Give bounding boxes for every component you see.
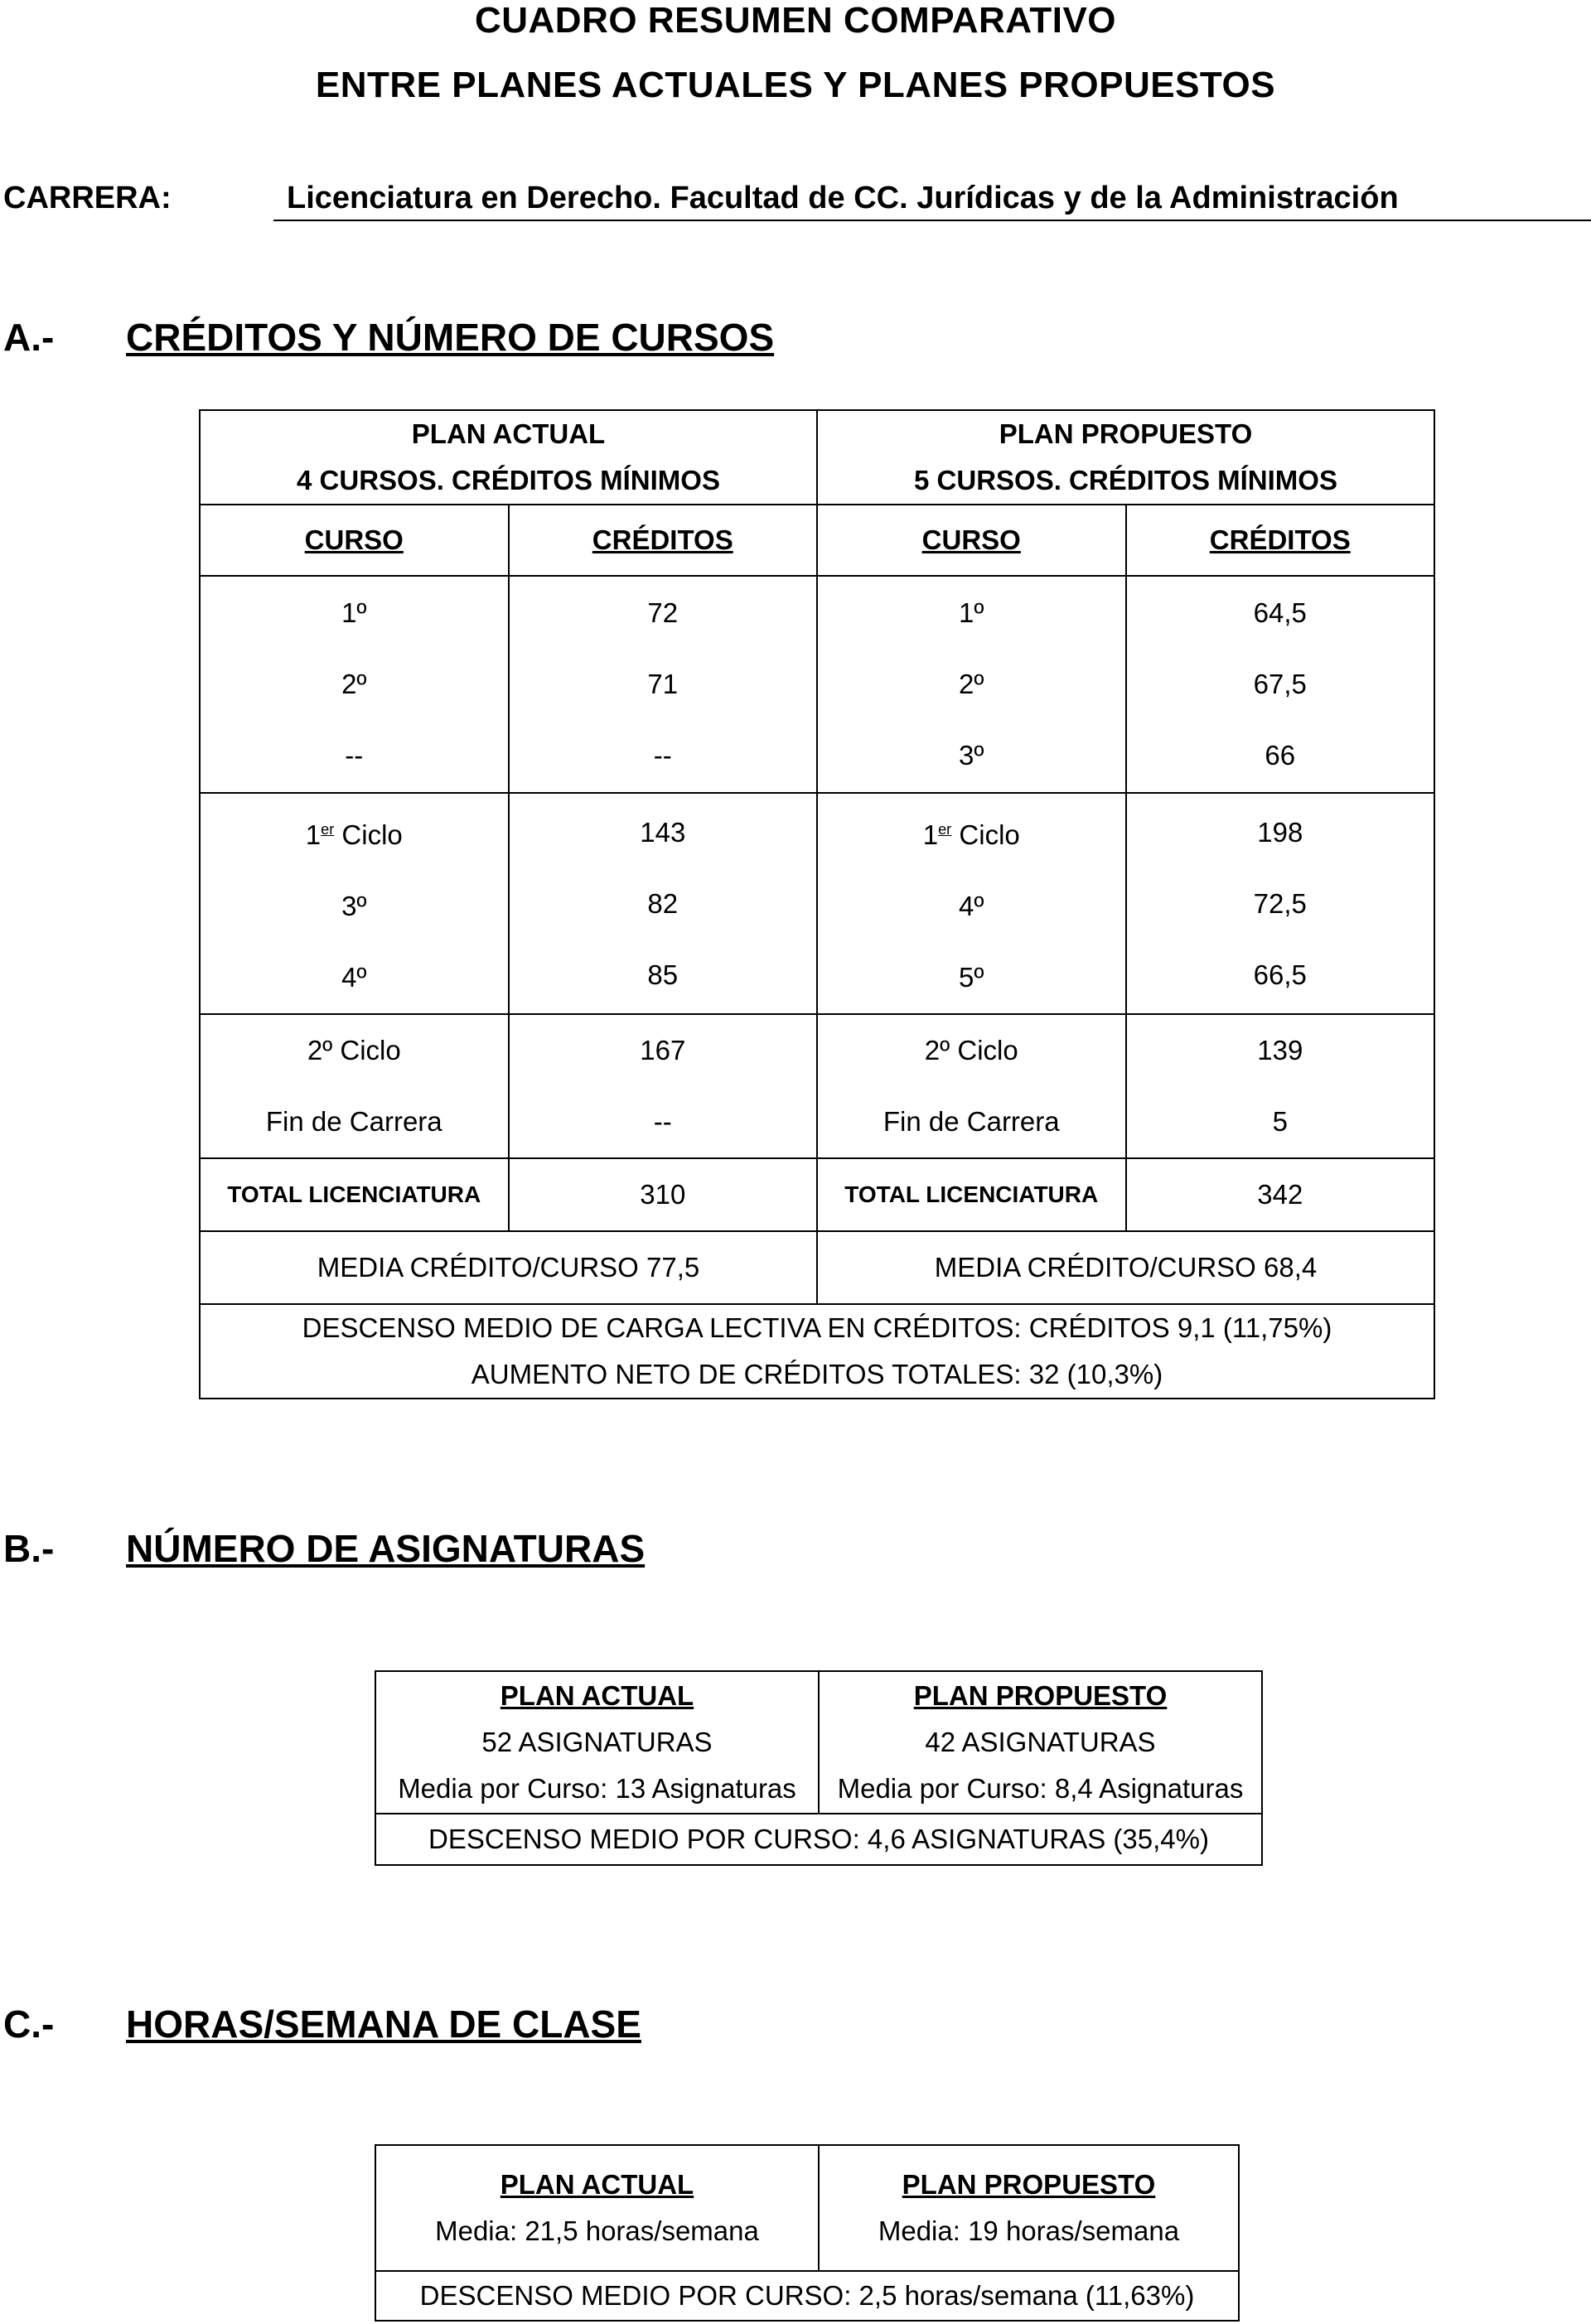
plan-propuesto-header bbox=[817, 410, 1434, 505]
section-b-title: NÚMERO DE ASIGNATURAS bbox=[126, 1527, 646, 1570]
document-title-line1: CUADRO RESUMEN COMPARATIVO bbox=[474, 0, 1117, 41]
section-a-letter: A.- bbox=[3, 316, 55, 359]
group2-prop-creditos bbox=[1126, 793, 1434, 1014]
ciclo-number: 1 bbox=[305, 819, 322, 850]
table-cell: 66 bbox=[1265, 740, 1296, 771]
group1-actual-creditos bbox=[509, 576, 817, 793]
table-cell: 72 bbox=[647, 597, 679, 628]
section-c-title: HORAS/SEMANA DE CLASE bbox=[126, 2003, 641, 2046]
subjects-propuesto-cell bbox=[819, 1671, 1262, 1814]
hours-table bbox=[375, 2144, 1240, 2322]
table-cell: -- bbox=[653, 740, 672, 771]
hours-propuesto-media: Media: 19 horas/semana bbox=[878, 2215, 1180, 2246]
section-a-title: CRÉDITOS Y NÚMERO DE CURSOS bbox=[126, 316, 775, 359]
table-cell: 2º Ciclo bbox=[924, 1035, 1018, 1065]
hours-summary: DESCENSO MEDIO POR CURSO: 2,5 horas/semana (11,63%) bbox=[375, 2271, 1239, 2321]
col-creditos-actual: CRÉDITOS bbox=[509, 505, 817, 576]
carrera-label: CARRERA: bbox=[3, 181, 172, 215]
table-cell: 71 bbox=[647, 669, 679, 699]
group2-actual-curso bbox=[200, 793, 509, 1014]
table-cell: Fin de Carrera bbox=[883, 1106, 1060, 1137]
ciclo-number: 1 bbox=[922, 819, 939, 850]
table-cell bbox=[201, 794, 508, 871]
plan-actual-subtitle: 4 CURSOS. CRÉDITOS MÍNIMOS bbox=[297, 465, 720, 495]
group3-actual-creditos bbox=[509, 1014, 817, 1158]
carrera-value: Licenciatura en Derecho. Facultad de CC. Jurídicas y de la Administración bbox=[273, 181, 1591, 221]
ciclo-word: Ciclo bbox=[959, 819, 1020, 850]
table-cell: 3º bbox=[341, 891, 367, 921]
table-cell: 3º bbox=[959, 740, 984, 771]
total-value-propuesto: 342 bbox=[1126, 1158, 1434, 1231]
table-cell: Fin de Carrera bbox=[265, 1106, 442, 1137]
col-creditos-propuesto: CRÉDITOS bbox=[1126, 505, 1434, 576]
table-cell: 66,5 bbox=[1253, 959, 1307, 990]
table-cell: 85 bbox=[647, 959, 679, 990]
hours-propuesto-title: PLAN PROPUESTO bbox=[902, 2169, 1156, 2200]
table-cell: 198 bbox=[1257, 816, 1303, 848]
group1-prop-creditos bbox=[1126, 576, 1434, 793]
document-title-line2: ENTRE PLANES ACTUALES Y PLANES PROPUESTOS bbox=[315, 65, 1276, 105]
table-cell: 5 bbox=[1272, 1106, 1288, 1137]
group3-prop-curso bbox=[817, 1014, 1126, 1158]
table-cell: 64,5 bbox=[1253, 597, 1307, 628]
subjects-actual-cell bbox=[375, 1671, 819, 1814]
table-cell: 139 bbox=[1257, 1035, 1303, 1065]
table-cell: 1º bbox=[341, 597, 367, 628]
hours-actual-title: PLAN ACTUAL bbox=[500, 2169, 694, 2200]
table-cell: 82 bbox=[647, 887, 679, 919]
plan-actual-header bbox=[200, 410, 817, 505]
plan-actual-title: PLAN ACTUAL bbox=[411, 418, 606, 449]
total-label-actual: TOTAL LICENCIATURA bbox=[200, 1158, 509, 1231]
subjects-actual-count: 52 ASIGNATURAS bbox=[481, 1727, 713, 1757]
credits-table bbox=[199, 409, 1435, 1399]
plan-propuesto-subtitle: 5 CURSOS. CRÉDITOS MÍNIMOS bbox=[914, 465, 1337, 495]
table-cell: 2º Ciclo bbox=[307, 1035, 401, 1065]
table-cell: 143 bbox=[640, 816, 686, 848]
table-cell: 2º bbox=[959, 669, 984, 699]
credits-summary-line1: DESCENSO MEDIO DE CARGA LECTIVA EN CRÉDITOS: CRÉDITOS 9,1 (11,75%) bbox=[302, 1312, 1332, 1343]
hours-propuesto-cell bbox=[819, 2145, 1239, 2271]
group3-prop-creditos bbox=[1126, 1014, 1434, 1158]
ciclo-word: Ciclo bbox=[341, 819, 403, 850]
media-propuesto: MEDIA CRÉDITO/CURSO 68,4 bbox=[817, 1231, 1434, 1304]
table-cell: 5º bbox=[959, 962, 984, 993]
group1-prop-curso bbox=[817, 576, 1126, 793]
subjects-summary: DESCENSO MEDIO POR CURSO: 4,6 ASIGNATURAS (35,4%) bbox=[375, 1814, 1262, 1865]
ordinal-suffix: er bbox=[938, 821, 952, 838]
table-cell: 67,5 bbox=[1253, 669, 1307, 699]
credits-summary bbox=[200, 1304, 1434, 1399]
table-cell: -- bbox=[345, 740, 364, 771]
table-cell: 1º bbox=[959, 597, 984, 628]
subjects-propuesto-count: 42 ASIGNATURAS bbox=[925, 1727, 1156, 1757]
ordinal-suffix: er bbox=[321, 821, 335, 838]
plan-propuesto-title: PLAN PROPUESTO bbox=[999, 418, 1253, 449]
subjects-actual-title: PLAN ACTUAL bbox=[500, 1680, 694, 1711]
hours-actual-media: Media: 21,5 horas/semana bbox=[435, 2215, 759, 2246]
table-cell: 2º bbox=[341, 669, 367, 699]
section-b-letter: B.- bbox=[3, 1527, 55, 1570]
table-cell: 72,5 bbox=[1253, 887, 1307, 919]
total-value-actual: 310 bbox=[509, 1158, 817, 1231]
col-curso-propuesto: CURSO bbox=[817, 505, 1126, 576]
section-c-letter: C.- bbox=[3, 2003, 55, 2046]
group2-prop-curso bbox=[817, 793, 1126, 1014]
group2-actual-creditos bbox=[509, 793, 817, 1014]
subjects-table bbox=[375, 1670, 1263, 1866]
table-cell: 4º bbox=[959, 891, 984, 921]
hours-actual-cell bbox=[375, 2145, 819, 2271]
table-cell: 4º bbox=[341, 962, 367, 993]
media-actual: MEDIA CRÉDITO/CURSO 77,5 bbox=[200, 1231, 817, 1304]
credits-summary-line2: AUMENTO NETO DE CRÉDITOS TOTALES: 32 (10,3%) bbox=[471, 1359, 1163, 1389]
total-label-propuesto: TOTAL LICENCIATURA bbox=[817, 1158, 1126, 1231]
subjects-propuesto-media: Media por Curso: 8,4 Asignaturas bbox=[837, 1773, 1244, 1804]
col-curso-actual: CURSO bbox=[200, 505, 509, 576]
group1-actual-curso bbox=[200, 576, 509, 793]
table-cell bbox=[818, 794, 1125, 871]
group3-actual-curso bbox=[200, 1014, 509, 1158]
subjects-actual-media: Media por Curso: 13 Asignaturas bbox=[398, 1773, 796, 1804]
table-cell: -- bbox=[653, 1106, 672, 1137]
subjects-propuesto-title: PLAN PROPUESTO bbox=[913, 1680, 1168, 1711]
table-cell: 167 bbox=[640, 1035, 686, 1065]
